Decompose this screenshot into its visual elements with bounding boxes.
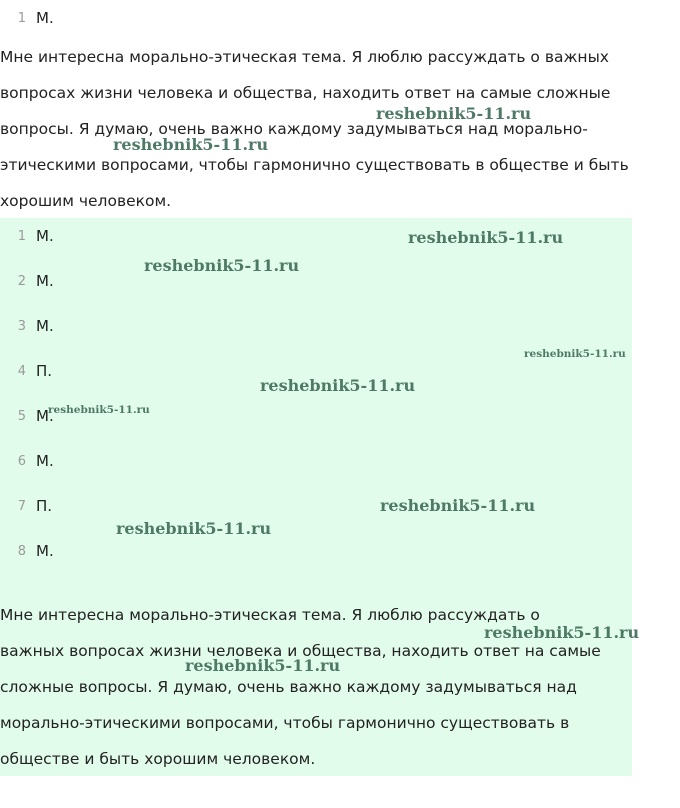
paragraph-line: хорошим человеком. bbox=[0, 192, 172, 210]
paragraph-line: вопросах жизни человека и общества, находить ответ на самые сложные bbox=[0, 84, 611, 102]
paragraph-line: обществе и быть хорошим человеком. bbox=[0, 750, 316, 768]
item-letter: М. bbox=[36, 452, 54, 470]
watermark: reshebnik5-11.ru bbox=[524, 348, 626, 360]
item-number: 6 bbox=[17, 453, 26, 469]
item-letter: П. bbox=[36, 497, 53, 515]
top-answer-item bbox=[0, 6, 54, 30]
item-letter: П. bbox=[36, 362, 53, 380]
answer-item bbox=[0, 404, 54, 428]
answer-item bbox=[0, 359, 52, 383]
item-number: 5 bbox=[17, 408, 26, 424]
watermark: reshebnik5-11.ru bbox=[185, 656, 341, 675]
item-number: 1 bbox=[17, 228, 26, 244]
answer-item bbox=[0, 539, 54, 563]
paragraph-line: морально-этическими вопросами, чтобы гармонично существовать в bbox=[0, 714, 570, 732]
item-number: 3 bbox=[17, 318, 26, 334]
item-letter: М. bbox=[36, 542, 54, 560]
paragraph-line: сложные вопросы. Я думаю, очень важно каждому задумываться над bbox=[0, 678, 577, 696]
answer-item bbox=[0, 494, 52, 518]
item-number: 1 bbox=[17, 10, 26, 26]
item-number: 8 bbox=[17, 543, 26, 559]
item-number: 4 bbox=[17, 363, 26, 379]
watermark: reshebnik5-11.ru bbox=[376, 104, 532, 123]
item-letter: М. bbox=[36, 272, 54, 290]
watermark: reshebnik5-11.ru bbox=[380, 496, 536, 515]
watermark: reshebnik5-11.ru bbox=[113, 135, 269, 154]
answer-item bbox=[0, 314, 54, 338]
watermark: reshebnik5-11.ru bbox=[260, 376, 416, 395]
paragraph-line: этическими вопросами, чтобы гармонично существовать в обществе и быть bbox=[0, 156, 629, 174]
answer-item bbox=[0, 449, 54, 473]
item-letter: М. bbox=[36, 317, 54, 335]
watermark: reshebnik5-11.ru bbox=[144, 256, 300, 275]
watermark: reshebnik5-11.ru bbox=[116, 519, 272, 538]
top-paragraph bbox=[0, 39, 629, 219]
watermark: reshebnik5-11.ru bbox=[408, 228, 564, 247]
answer-item bbox=[0, 269, 54, 293]
item-letter: М. bbox=[36, 227, 54, 245]
paragraph-line: Мне интересна морально-этическая тема. Я люблю рассуждать о bbox=[0, 606, 540, 624]
paragraph-line: важных вопросах жизни человека и общества, находить ответ на самые bbox=[0, 642, 601, 660]
paragraph-line: Мне интересна морально-этическая тема. Я люблю рассуждать о важных bbox=[0, 48, 609, 66]
item-number: 7 bbox=[17, 498, 26, 514]
item-number: 2 bbox=[17, 273, 26, 289]
answer-item bbox=[0, 224, 54, 248]
watermark: reshebnik5-11.ru bbox=[48, 404, 150, 416]
watermark: reshebnik5-11.ru bbox=[484, 623, 640, 642]
paragraph-line: вопросы. Я думаю, очень важно каждому задумываться над морально- bbox=[0, 120, 588, 138]
item-letter: М. bbox=[36, 407, 54, 425]
item-letter: М. bbox=[36, 9, 54, 27]
